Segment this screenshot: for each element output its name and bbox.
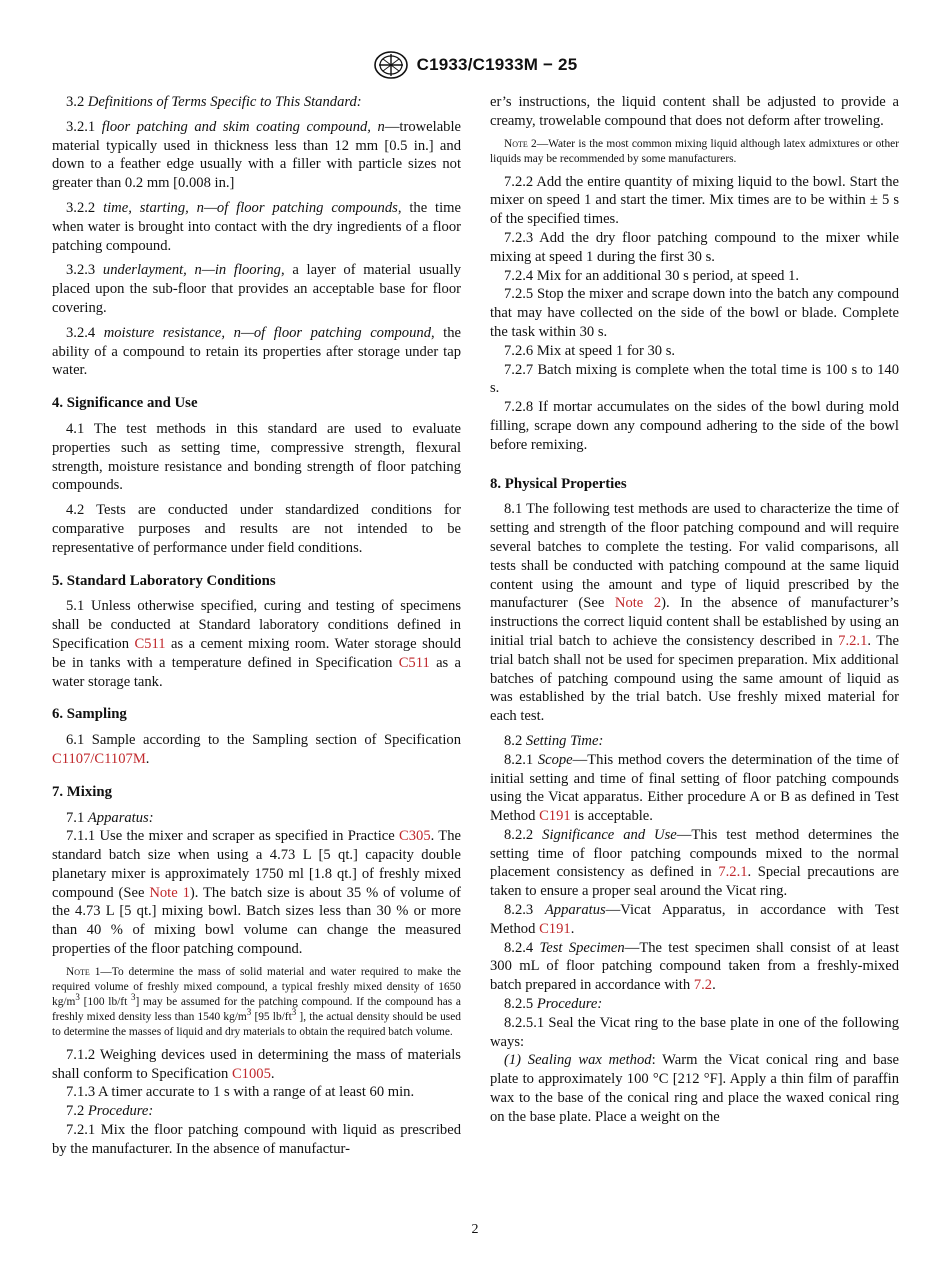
para-sealing-wax: (1) Sealing wax method: Warm the Vicat conical ring and base plate to approximately 100 °C [212 °F]. Apply a thin film of paraffin wax to the base of the conical ring and place the waxed conical ring on the base plate. Place a weight on the bbox=[490, 1052, 899, 1125]
para-7-2-7: 7.2.7 Batch mixing is complete when the total time is 100 s to 140 s. bbox=[490, 361, 899, 397]
para-8-2-5: 8.2.5 Procedure: bbox=[504, 996, 603, 1013]
section-heading-8: 8. Physical Properties bbox=[490, 475, 627, 492]
para-8-2-5-1: 8.2.5.1 Seal the Vicat ring to the base plate in one of the following ways: bbox=[490, 1014, 899, 1050]
link-note-2[interactable]: Note 2 bbox=[614, 595, 662, 612]
para-3-2: 3.2 Definitions of Terms Specific to This Standard: bbox=[66, 94, 362, 110]
para-3-2-2: 3.2.2 time, starting, n—of floor patching compounds, the time when water is brought into contact with the dry ingredients of a floor patching compound. bbox=[52, 199, 461, 254]
note-1: Note 1—To determine the mass of solid material and water required to make the required volume of freshly mixed compound, a typical freshly mixed density of 1650 $kg/m^3$ [100 lb/ft $^3$] may be assumed for the patching compound. If the compound has a freshly mixed density less than 1540 $kg/m^3$ [95 $lb/ft^3$ ], the actual density should be used to determine the masses of liquid and dry materials to obtain the required batch volume. bbox=[52, 965, 461, 1038]
astm-logo-icon bbox=[373, 50, 409, 80]
para-7-2-2: 7.2.2 Add the entire quantity of mixing liquid to the bowl. Start the mixer on speed 1 and start the timer. Mix times are to be within ± 5 s of the specified times. bbox=[490, 173, 899, 228]
para-8-2-4: 8.2.4 Test Specimen—The test specimen shall consist of at least 300 mL of floor patching compound taken from a freshly-mixed batch prepared in accordance with 7.2. bbox=[490, 939, 900, 994]
left-column bbox=[52, 93, 461, 1159]
section-heading-4: 4. Significance and Use bbox=[52, 395, 198, 412]
document-designation: C1933/C1933M − 25 bbox=[416, 55, 578, 74]
para-7-2-5: 7.2.5 Stop the mixer and scrape down into the batch any compound that may have collected on the side of the bowl or blade. Complete the task within 30 s. bbox=[490, 286, 899, 340]
para-7-1-1: 7.1.1 Use the mixer and scraper as specified in Practice C305. The standard batch size when using a 4.73 L [5 qt.] capacity double planetary mixer is approximately 1750 ml [1.8 qt.] of freshly mixed compound (See Note 1). The batch size is about 35 % of volume of the 4.73 L [5 qt.] mixing bowl. Batch sizes less than 30 % or more than 40 % of mixing bowl volume can change the measured properties of the floor patching compound. bbox=[52, 828, 461, 958]
para-6-1: 6.1 Sample according to the Sampling section of Specification C1107/C1107M. bbox=[52, 732, 461, 767]
link-note-1[interactable]: Note 1 bbox=[149, 884, 190, 901]
para-5-1: 5.1 Unless otherwise specified, curing and testing of specimens shall be conducted at Standard laboratory conditions defined in Specification C511 as a cement mixing room. Water storage should be in tanks with a temperature defined in Specification C511 as a water storage tank. bbox=[52, 598, 461, 690]
para-7-1-2: 7.1.2 Weighing devices used in determining the mass of materials shall conform to Specification C1005. bbox=[52, 1046, 461, 1082]
para-7-2-1-cont: er’s instructions, the liquid content shall be adjusted to provide a creamy, trowelable compound that does not deform after troweling. bbox=[490, 94, 899, 129]
link-c191-b[interactable]: C191 bbox=[539, 920, 571, 937]
para-8-1: 8.1 The following test methods are used to characterize the time of setting and strength of the floor patching compound and will require several batches to complete the testing. For valid comparisons, all tests shall be conducted with patching compound at the same liquid content using the amount and type of liquid prescribed by the manufacturer (See Note 2). In the absence of manufacturer’s instructions the correct liquid content shall be established by using an initial trial batch to achieve the consistency described in 7.2.1. The trial batch shall not be used for specimen preparation. Mix additional batches of patching compound using the same amount of liquid as was established by the trial batch. Use freshly mixed material for each test. bbox=[490, 501, 900, 725]
para-7-2-1: 7.2.1 Mix the floor patching compound with liquid as prescribed by the manufacturer. In the absence of manufactur- bbox=[52, 1122, 461, 1157]
section-heading-7: 7. Mixing bbox=[52, 783, 113, 800]
para-7-2-8: 7.2.8 If mortar accumulates on the sides of the bowl during mold filling, scrape down any compound adhering to the side of the bowl before remixing. bbox=[490, 399, 899, 453]
para-3-2-4: 3.2.4 moisture resistance, n—of floor patching compound, the ability of a compound to retain its properties after storage under tap water. bbox=[52, 324, 461, 379]
link-7-2-1-b[interactable]: 7.2.1 bbox=[718, 864, 748, 881]
para-3-2-1: 3.2.1 floor patching and skim coating compound, n—trowelable material typically used in thickness less than 12 mm [0.5 in.] and down to a feather edge usually with a filler with particle sizes not greater than 0.2 mm [0.008 in.] bbox=[52, 118, 461, 192]
section-heading-6: 6. Sampling bbox=[52, 706, 127, 723]
para-8-2-3: 8.2.3 Apparatus—Vicat Apparatus, in accordance with Test Method C191. bbox=[490, 902, 899, 937]
para-7-2-4: 7.2.4 Mix for an additional 30 s period, at speed 1. bbox=[504, 267, 800, 284]
para-4-1: 4.1 The test methods in this standard are used to evaluate properties such as setting time, compressive strength, flexural strength, moisture resistance and bonding strength of floor patching compounds. bbox=[52, 420, 461, 494]
para-7-1-3: 7.1.3 A timer accurate to 1 s with a range of at least 60 min. bbox=[66, 1084, 415, 1101]
section-heading-5: 5. Standard Laboratory Conditions bbox=[52, 572, 276, 589]
para-4-2: 4.2 Tests are conducted under standardized conditions for comparative purposes and results are not intended to be representative of performance under field conditions. bbox=[52, 502, 461, 556]
link-c511[interactable]: C511 bbox=[134, 635, 166, 652]
right-column bbox=[490, 93, 899, 1127]
para-8-2: 8.2 Setting Time: bbox=[504, 732, 604, 749]
page-number: 2 bbox=[471, 1222, 479, 1237]
note-2: Note 2—Water is the most common mixing liquid although latex admixtures or other liquids may be recommended by some manufacturers. bbox=[490, 137, 899, 165]
link-c1107[interactable]: C1107/C1107M bbox=[52, 750, 146, 767]
link-c1005[interactable]: C1005 bbox=[231, 1065, 271, 1082]
link-c191[interactable]: C191 bbox=[539, 808, 571, 825]
link-7-2[interactable]: 7.2 bbox=[693, 977, 713, 994]
para-7-1: 7.1 Apparatus: bbox=[66, 809, 154, 826]
para-7-2-6: 7.2.6 Mix at speed 1 for 30 s. bbox=[504, 342, 676, 359]
link-c511-2[interactable]: C511 bbox=[398, 654, 430, 671]
para-8-2-1: 8.2.1 Scope—This method covers the determination of the time of initial setting and time of final setting of floor patching compounds using the Vicat apparatus. Either procedure A or B as defined in Test Method C191 is acceptable. bbox=[490, 751, 899, 825]
para-3-2-3: 3.2.3 underlayment, n—in flooring, a layer of material usually placed upon the sub-floor that provides an acceptable base for floor covering. bbox=[52, 262, 461, 316]
page-header bbox=[0, 50, 950, 85]
para-7-2-3: 7.2.3 Add the dry floor patching compound to the mixer while mixing at speed 1 during the first 30 s. bbox=[490, 229, 899, 265]
link-7-2-1[interactable]: 7.2.1 bbox=[838, 632, 868, 649]
link-c305[interactable]: C305 bbox=[399, 828, 431, 845]
para-7-2: 7.2 Procedure: bbox=[66, 1103, 154, 1120]
para-8-2-2: 8.2.2 Significance and Use—This test method determines the setting time of floor patching compounds mixed to the normal placement consistency as defined in 7.2.1. Special precautions are taken to ensure a proper seal around the Vicat ring. bbox=[490, 826, 900, 900]
